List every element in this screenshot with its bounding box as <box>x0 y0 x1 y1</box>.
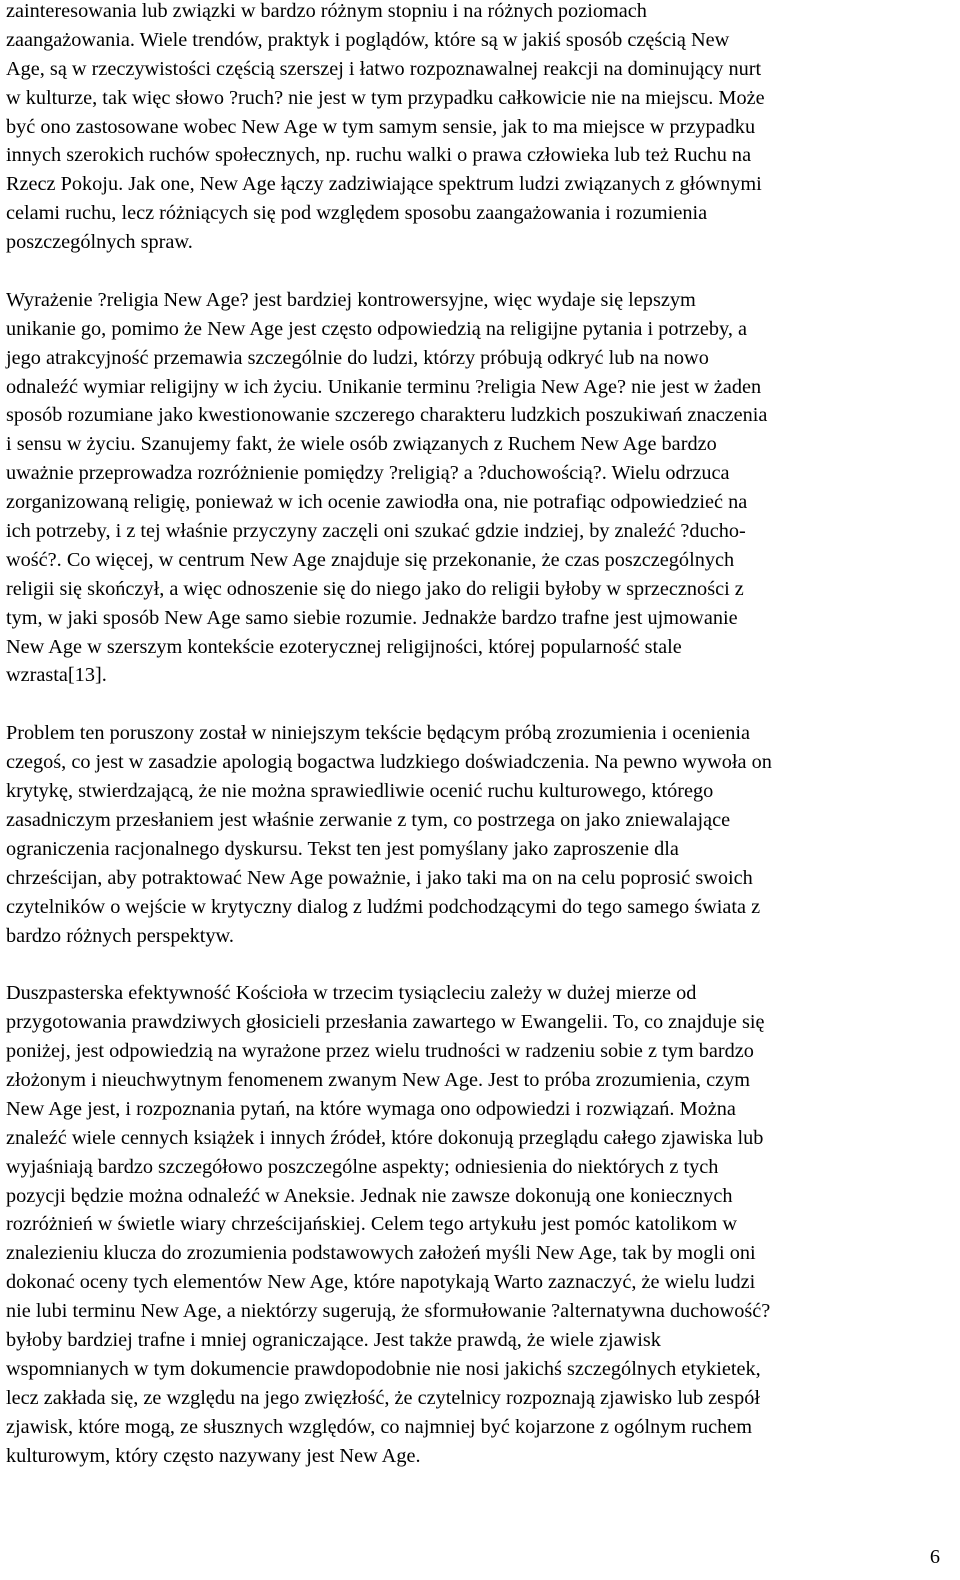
text-line: i sensu w życiu. Szanujemy fakt, że wiele osób związanych z Ruchem New Age bardzo <box>6 433 717 456</box>
paragraph-gap <box>6 690 952 719</box>
text-line: celami ruchu, lecz różniących się pod względem sposobu zaangażowania i rozumienia <box>6 202 708 225</box>
text-line: znaleźć wiele cennych książek i innych źródeł, które dokonują przeglądu całego zjawiska lub <box>6 1126 764 1149</box>
text-line: Age, są w rzeczywistości częścią szerszej i łatwo rozpoznawalnej reakcji na dominujący nurt <box>6 57 762 80</box>
text-line: krytykę, stwierdzającą, że nie można sprawiedliwie ocenić ruchu kulturowego, którego <box>6 780 714 803</box>
text-line: czytelników o wejście w krytyczny dialog z ludźmi podchodzącymi do tego samego świata z <box>6 895 761 918</box>
text-line: sposób rozumiane jako kwestionowanie szczerego charakteru ludzkich poszukiwań znaczenia <box>6 404 768 427</box>
text-line: lecz zakłada się, ze względu na jego zwięzłość, że czytelnicy rozpoznają zjawisko lub zespół <box>6 1386 760 1409</box>
text-line: czegoś, co jest w zasadzie apologią bogactwa ludzkiego doświadczenia. Na pewno wywoła on <box>6 751 772 774</box>
text-line: odnaleźć wymiar religijny w ich życiu. Unikanie terminu ?religia New Age? nie jest w żaden <box>6 375 762 398</box>
text-line: New Age jest, i rozpoznania pytań, na które wymaga ono odpowiedzi i rozwiązań. Można <box>6 1097 736 1120</box>
text-line: dokonać oceny tych elementów New Age, które napotykają Warto zaznaczyć, że wielu ludzi <box>6 1271 756 1294</box>
text-line: bardzo różnych perspektyw. <box>6 924 234 947</box>
text-line: tym, w jaki sposób New Age samo siebie rozumie. Jednakże bardzo trafne jest ujmowanie <box>6 606 738 629</box>
text-line: wość?. Co więcej, w centrum New Age znajduje się przekonanie, że czas poszczególnych <box>6 548 735 571</box>
paragraph-4 <box>6 979 952 1470</box>
text-line: unikanie go, pomimo że New Age jest często odpowiedzią na religijne pytania i potrzeby, a <box>6 317 747 340</box>
text-line: chrześcijan, aby potraktować New Age poważnie, i jako taki ma on na celu poprosić swoich <box>6 866 753 889</box>
text-line: Wyrażenie ?religia New Age? jest bardziej kontrowersyjne, więc wydaje się lepszym <box>6 288 696 311</box>
text-line: ich potrzeby, i z tej właśnie przyczyny zaczęli oni szukać gdzie indziej, by znaleźć ?ducho- <box>6 520 746 543</box>
document-page <box>6 0 952 1470</box>
text-line: jego atrakcyjność przemawia szczególnie do ludzi, którzy próbują odkryć lub na nowo <box>6 346 709 369</box>
text-line: poniżej, jest odpowiedzią na wyrażone przez wielu trudności w radzeniu sobie z tym bardzo <box>6 1040 754 1063</box>
text-line: zorganizowaną religię, ponieważ w ich ocenie zawiodła ona, nie potrafiąc odpowiedzieć na <box>6 491 748 514</box>
text-line: ograniczenia racjonalnego dyskursu. Tekst ten jest pomyślany jako zaproszenie dla <box>6 837 679 860</box>
text-line: zaangażowania. Wiele trendów, praktyk i poglądów, które są w jakiś sposób częścią New <box>6 28 730 51</box>
paragraph-2 <box>6 286 952 690</box>
text-line: nie lubi terminu New Age, a niektórzy sugerują, że sformułowanie ?alternatywna duchowość? <box>6 1300 771 1323</box>
text-line: New Age w szerszym kontekście ezoterycznej religijności, której popularność stale <box>6 635 682 658</box>
text-line: kulturowym, który często nazywany jest New Age. <box>6 1444 421 1467</box>
paragraph-gap <box>6 257 952 286</box>
paragraph-gap <box>6 950 952 979</box>
text-line: zainteresowania lub związki w bardzo różnym stopniu i na różnych poziomach <box>6 0 647 22</box>
text-line: złożonym i nieuchwytnym fenomenem zwanym New Age. Jest to próba zrozumienia, czym <box>6 1068 750 1091</box>
text-line: religii się skończył, a więc odnoszenie się do niego jako do religii byłoby w sprzeczności z <box>6 577 744 600</box>
paragraph-3 <box>6 719 952 950</box>
text-line: wspomnianych w tym dokumencie prawdopodobnie nie nosi jakichś szczególnych etykietek, <box>6 1357 761 1380</box>
text-line: wzrasta[13]. <box>6 664 107 687</box>
text-line: pozycji będzie można odnaleźć w Aneksie. Jednak nie zawsze dokonują one koniecznych <box>6 1184 733 1207</box>
page-number: 6 <box>929 1546 940 1568</box>
text-line: byłoby bardziej trafne i mniej ograniczające. Jest także prawdą, że wiele zjawisk <box>6 1328 661 1351</box>
text-line: wyjaśniają bardzo szczegółowo poszczególne aspekty; odniesienia do niektórych z tych <box>6 1155 719 1178</box>
text-line: uważnie przeprowadza rozróżnienie pomiędzy ?religią? a ?duchowością?. Wielu odrzuca <box>6 462 730 485</box>
text-line: Duszpasterska efektywność Kościoła w trzecim tysiącleciu zależy w dużej mierze od <box>6 982 697 1005</box>
text-line: Problem ten poruszony został w niniejszym tekście będącym próbą zrozumienia i ocenienia <box>6 722 750 745</box>
text-line: Rzecz Pokoju. Jak one, New Age łączy zadziwiające spektrum ludzi związanych z głównymi <box>6 173 762 196</box>
text-line: przygotowania prawdziwych głosicieli przesłania zawartego w Ewangelii. To, co znajduje się <box>6 1011 765 1034</box>
text-line: zjawisk, które mogą, ze słusznych względów, co najmniej być kojarzone z ogólnym ruchem <box>6 1415 753 1438</box>
paragraph-1 <box>6 0 952 257</box>
text-line: w kulturze, tak więc słowo ?ruch? nie jest w tym przypadku całkowicie nie na miejscu. Może <box>6 86 765 109</box>
text-line: znalezieniu klucza do zrozumienia podstawowych założeń myśli New Age, tak by mogli oni <box>6 1242 756 1265</box>
text-line: rozróżnień w świetle wiary chrześcijańskiej. Celem tego artykułu jest pomóc katolikom w <box>6 1213 738 1236</box>
text-line: poszczególnych spraw. <box>6 231 193 254</box>
text-line: innych szerokich ruchów społecznych, np. ruchu walki o prawa człowieka lub też Ruchu na <box>6 144 752 167</box>
text-line: być ono zastosowane wobec New Age w tym samym sensie, jak to ma miejsce w przypadku <box>6 115 756 138</box>
text-line: zasadniczym przesłaniem jest właśnie zerwanie z tym, co postrzega on jako zniewalające <box>6 808 731 831</box>
